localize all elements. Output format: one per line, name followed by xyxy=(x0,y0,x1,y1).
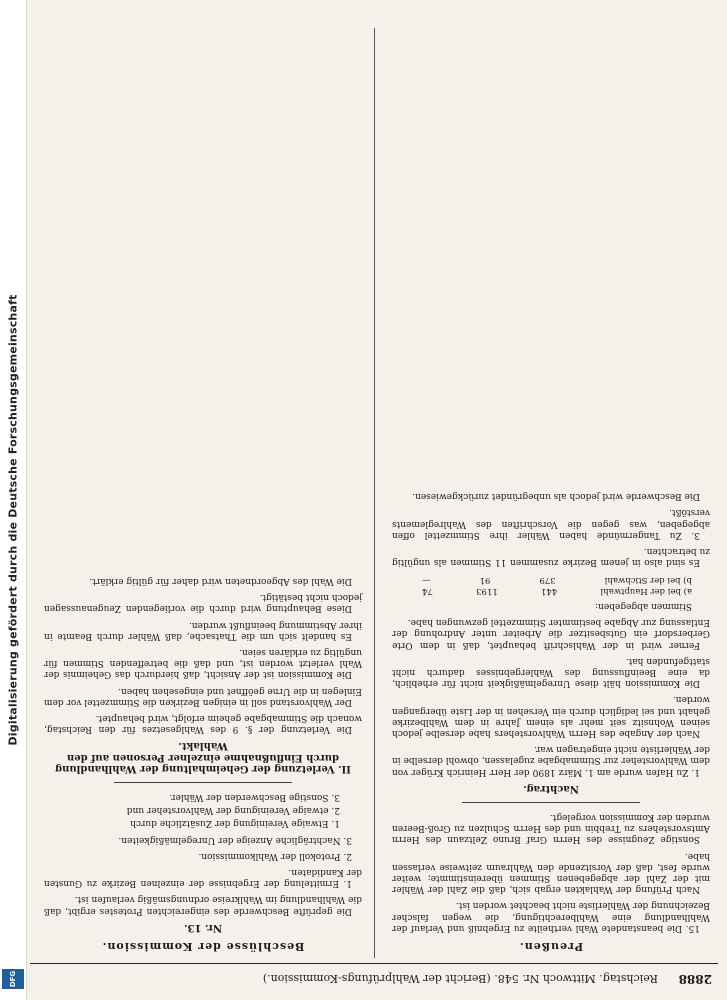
left-column xyxy=(392,485,710,958)
paragraph: Nach Prüfung der Wahlakten ergab sich, daß die Zahl der Wähler mit der Zahl der abgegebenen Stimmen übereinstimmte; weiter wurde fest, daß der Vorsitzende den Wahlraum zeitweise verlassen habe. xyxy=(392,850,710,895)
paragraph: 3. Zu Tangermünde haben Wähler ihre Stimmzettel offen abgegeben, was gegen die Vorschriften des Wahlreglements verstößt. xyxy=(392,507,710,540)
numbered-list xyxy=(44,791,340,829)
paragraph: Die Kommission hält diese Unregelmäßigkeit nicht für erheblich, da eine Beeinflussung des Wahlergebnisses dadurch nicht stattgefunden hat. xyxy=(392,655,710,689)
column-divider xyxy=(374,28,375,958)
newspaper-sheet xyxy=(30,8,718,992)
stats-value: 441 xyxy=(540,585,558,596)
page-title: Reichstag. Mittwoch Nr. 548. (Bericht der Wahlprüfungs-Kommission.) xyxy=(262,972,658,985)
paragraph: Es sind also in jenem Bezirke zusammen 11 Stimmen als ungültig zu betrachten. xyxy=(392,546,710,568)
section-heading-left: Preußen. xyxy=(518,940,584,953)
stats-table xyxy=(392,573,692,595)
digitization-strip xyxy=(0,0,27,1000)
paragraph: Die geprüfte Beschwerde des eingereichten Protestes ergibt, daß die Wahlhandlung im Wahlkreise ordnungsmäßig verlaufen ist. xyxy=(44,894,362,916)
paragraph: Der Wahlvorstand soll in einigen Bezirken die Stimmzettel vor dem Einlegen in die Urne geöffnet und eingesehen haben. xyxy=(44,685,362,707)
paragraph: Die Wahl des Abgeordneten wird daher für gültig erklärt. xyxy=(89,575,352,586)
header-rule xyxy=(30,963,718,964)
page-number: 2888 xyxy=(678,972,712,986)
paragraph: 1. Zu Hafen wurde am 1. März 1890 der Herr Heinrich Krüger von dem Wahlvorsteher zur Stimmabgabe zugelassen, obwohl derselbe in der Wählerliste nicht eingetragen war. xyxy=(392,744,710,777)
paragraph: Nach der Angabe des Herrn Wahlvorstehers habe derselbe jedoch seinen Wohnsitz seit mehr als einem Jahre in dem Wahlbezirke gehabt und sei lediglich durch ein Versehen in der Liste übergangen worden. xyxy=(392,694,710,738)
list-item: 3. Sonstige Beschwerden der Wähler. xyxy=(169,791,340,802)
nachtrag-heading: Nachtrag. xyxy=(523,782,579,794)
divider xyxy=(462,802,640,803)
list-item: 2. etwaige Vereinigung der Wahlvorsteher und xyxy=(126,805,340,816)
paragraph: 15. Die beanstandete Wahl vertheilte zu Ergebniß und Verlauf der Wahlhandlung eine Wahlberechtigung, die wegen falscher Bezeichnung der Wählerliste nicht beachtet worden ist. xyxy=(392,900,710,933)
stats-value: 74 xyxy=(422,585,433,596)
paragraph: 3. Nachträgliche Anzeige der Unregelmäßigkeiten. xyxy=(118,834,352,845)
stats-row xyxy=(392,585,692,596)
dfg-logo-icon: DFG xyxy=(2,969,24,989)
stats-label: b) bei der Stichwahl xyxy=(604,574,692,585)
paragraph: Diese Behauptung wird durch die vorliegenden Zeugenaussagen jedoch nicht bestätigt. xyxy=(44,592,362,614)
page-header xyxy=(30,964,718,992)
paragraph: Es handelt sich um die Thatsache, daß Wähler durch Beamte in ihrer Abstimmung beeinflußt wurden. xyxy=(44,619,362,641)
stats-row xyxy=(392,573,692,584)
paragraph: 1. Ermittelung der Ergebnisse der einzelnen Bezirke zu Gunsten der Kandidaten. xyxy=(44,866,362,889)
paragraph: 2. Protokoll der Wahlkommission. xyxy=(198,850,352,861)
paragraph: Die Kommission ist der Ansicht, daß hierdurch das Geheimnis der Wahl verletzt worden ist, und daß die betreffenden Stimmen für ungültig zu erklären seien. xyxy=(44,646,362,680)
paragraph: Ferner wird in der Wahlschrift behauptet, daß in dem Orte Gerbersdorf ein Gutsbesitzer die Arbeiter unter Androhung der Entlassung zur Abgabe bestimmter Stimmzettel gezwungen habe. xyxy=(392,617,710,650)
stats-value: 91 xyxy=(479,574,491,585)
paragraph: Die Beschwerde wird jedoch als unbegründet zurückgewiesen. xyxy=(412,491,700,502)
paragraph: Die Verletzung der §. 9 des Wahlgesetzes für den Reichstag, wonach die Stimmabgabe geheim erfolgt, wird behauptet. xyxy=(44,712,362,735)
rotated-page xyxy=(30,8,718,992)
stats-value: — xyxy=(422,574,431,585)
stats-value: 1193 xyxy=(476,585,498,596)
list-item: 1. Etwaige Vereinigung der Zusätzliche durch xyxy=(130,818,340,829)
stats-heading: Stimmen abgegeben: xyxy=(595,600,692,611)
right-column xyxy=(44,570,362,958)
stats-value: 379 xyxy=(539,574,556,585)
stats-label: a) bei der Hauptwahl xyxy=(600,585,692,596)
paragraph: Sonstige Zeugnisse des Herrn Graf Bruno Zeltzaun des Herrn Amtsvorstehers zu Trebbin und des Herrn Schulzen zu Groß-Beeren wurden der Kommission vorgelegt. xyxy=(392,811,710,845)
divider xyxy=(114,782,292,783)
funding-notice: Digitalisierung gefördert durch die Deutsche Forschungsgemeinschaft xyxy=(6,294,20,746)
item-heading: Nr. 13. xyxy=(184,921,222,933)
section-heading-right: Beschlüsse der Kommission. xyxy=(101,940,305,953)
section-ii-heading: II. Verletzung der Geheimhaltung der Wahlhandlung durch Einflußnahme einzelner Personen auf den Wahlakt. xyxy=(55,740,351,774)
